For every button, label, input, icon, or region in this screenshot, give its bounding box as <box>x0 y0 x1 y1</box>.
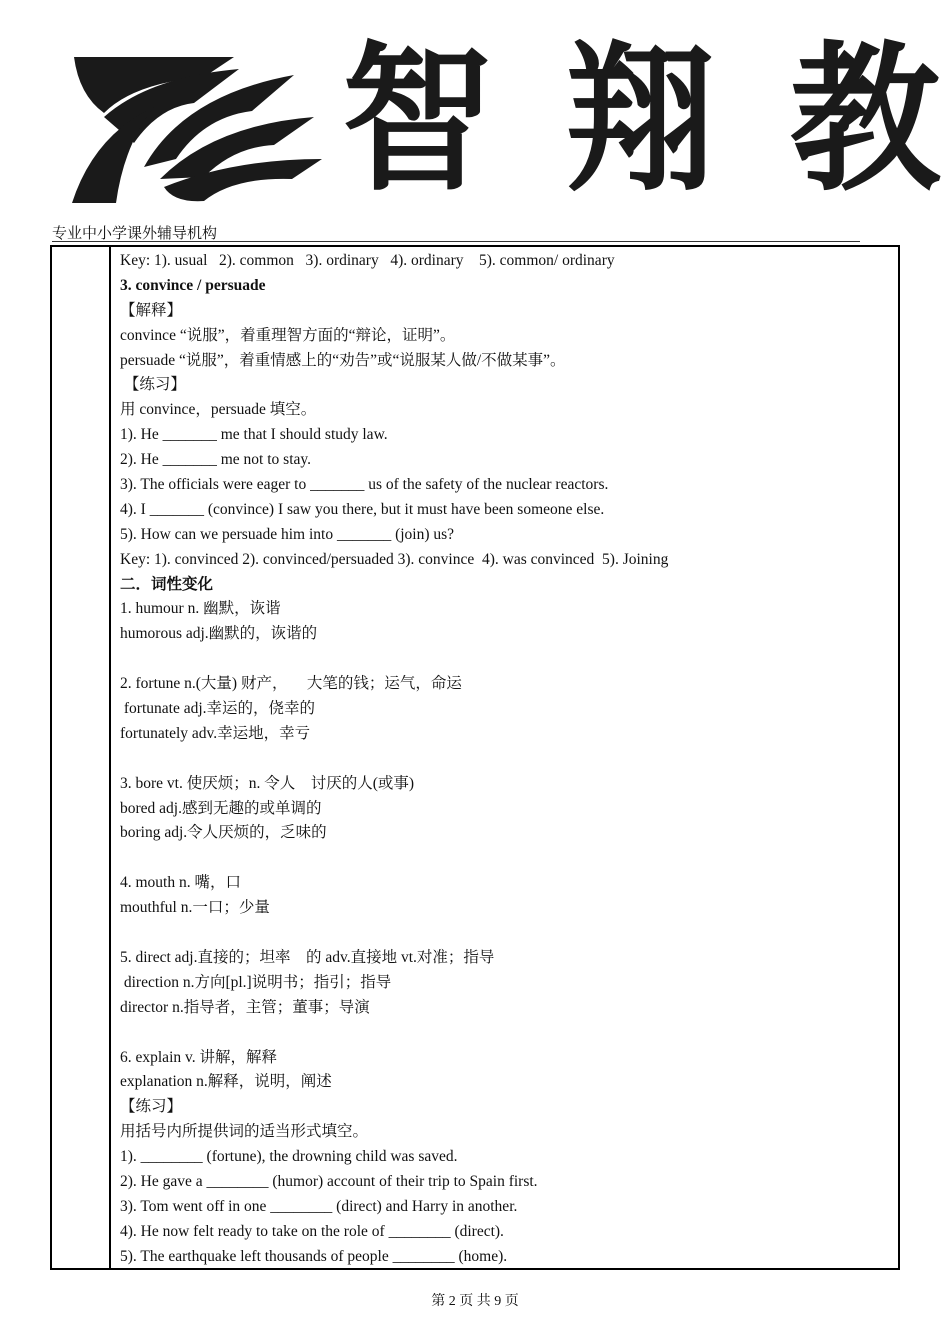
blank-line <box>120 1021 890 1046</box>
blank-line <box>120 647 890 672</box>
text-line: 用括号内所提供词的适当形式填空。 <box>120 1123 369 1141</box>
text-line: director n.指导者，主管；董事；导演 <box>120 998 370 1016</box>
tagline: 专业中小学课外辅导机构 <box>52 224 218 242</box>
page-number: 第 2 页 共 9 页 <box>431 1294 519 1309</box>
text-line: mouthful n.一口；少量 <box>120 899 270 917</box>
exercise-line: 5). The earthquake left thousands of people ________ (home). <box>120 1247 508 1265</box>
text-line: bored adj.感到无趣的或单调的 <box>120 799 322 817</box>
logo-char-1: 智 <box>342 26 493 213</box>
text-line: humorous adj.幽默的，诙谐的 <box>120 625 318 643</box>
logo-char-3: 教 <box>790 26 941 213</box>
text-line: 2. fortune n.(大量) 财产， 大笔的钱；运气，命运 <box>120 675 462 693</box>
logo-char-2: 翔 <box>565 26 716 213</box>
header-divider <box>52 241 860 242</box>
answer-key: Key: 1). convinced 2). convinced/persuaded 3). convince 4). was convinced 5). Joining <box>120 550 669 568</box>
text-line: persuade “说服”，着重情感上的“劝告”或“说服某人做/不做某事”。 <box>120 351 566 369</box>
text-line: convince “说服”，着重理智方面的“辩论，证明”。 <box>120 326 456 344</box>
exercise-line: 1). ________ (fortune), the drowning child was saved. <box>120 1148 458 1166</box>
text-line: fortunate adj.幸运的，侥幸的 <box>120 700 316 718</box>
blank-line <box>120 846 890 871</box>
text-line: 1. humour n. 幽默，诙谐 <box>120 600 281 618</box>
page-header <box>0 0 950 245</box>
exercise-line: 4). I _______ (convince) I saw you there, but it must have been someone else. <box>120 500 605 518</box>
exercise-line: 4). He now felt ready to take on the role of ________ (direct). <box>120 1222 504 1240</box>
text-line: 3. bore vt. 使厌烦；n. 令人 讨厌的人(或事) <box>120 774 415 792</box>
text-line: 【练习】 <box>120 1098 183 1116</box>
section-heading: 二．词性变化 <box>120 575 214 593</box>
text-line: 【练习】 <box>120 376 186 394</box>
blank-line <box>120 747 890 772</box>
text-line: fortunately adv.幸运地，幸亏 <box>120 724 311 742</box>
text-line: direction n.方向[pl.]说明书；指引；指导 <box>120 973 392 991</box>
text-line: 用 convince，persuade 填空。 <box>120 401 317 419</box>
exercise-line: 5). How can we persuade him into _______ (join) us? <box>120 525 455 543</box>
text-line: boring adj.令人厌烦的，乏味的 <box>120 824 327 842</box>
content-column <box>120 249 890 1270</box>
exercise-line: 1). He _______ me that I should study law. <box>120 426 388 444</box>
exercise-line: 3). The officials were eager to _______ us of the safety of the nuclear reactors. <box>120 476 609 494</box>
logo-wing-icon <box>64 55 349 205</box>
exercise-line: 2). He gave a ________ (humor) account of their trip to Spain first. <box>120 1172 538 1190</box>
blank-line <box>120 921 890 946</box>
text-line: explanation n.解释，说明，阐述 <box>120 1073 332 1091</box>
exercise-line: 3). Tom went off in one ________ (direct) and Harry in another. <box>120 1197 518 1215</box>
text-line: 4. mouth n. 嘴，口 <box>120 874 241 892</box>
left-column <box>52 247 111 1268</box>
text-line: 6. explain v. 讲解，解释 <box>120 1048 277 1066</box>
content-table <box>50 245 900 1270</box>
exercise-line: 2). He _______ me not to stay. <box>120 451 311 469</box>
section-heading: 3. convince / persuade <box>120 276 266 294</box>
text-line: 【解释】 <box>120 301 183 319</box>
text-line: Key: 1). usual 2). common 3). ordinary 4). ordinary 5). common/ ordinary <box>120 252 615 269</box>
text-line: 5. direct adj.直接的；坦率 的 adv.直接地 vt.对准；指导 <box>120 948 495 966</box>
